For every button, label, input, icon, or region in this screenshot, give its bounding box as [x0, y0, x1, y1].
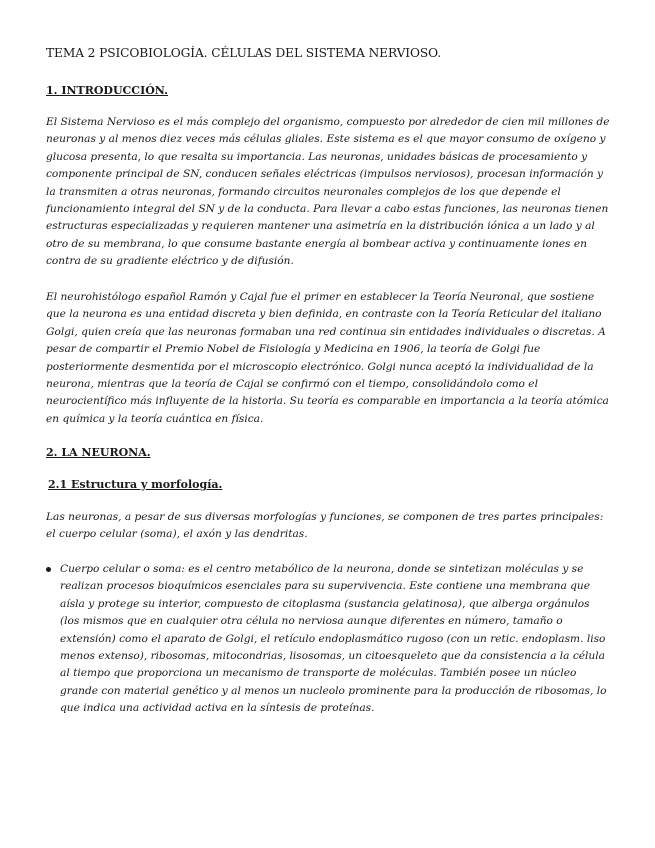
subsection-heading-estructura: 2.1 Estructura y morfología. [48, 478, 223, 491]
bullet-icon [46, 567, 51, 572]
bullet-text: Cuerpo celular o soma: es el centro metabólico de la neurona, donde se sintetizan moléculas y se realizan procesos bioquímicos esenciales para su supervivencia. Este contiene una membrana que aísla y protege su interior, compuesto de citoplasma (sustancia gelatinosa), que alberga orgánulos (los mismos que en cualquier otra célula no nerviosa aunque diferentes en número, tamaño o extensión) como el aparato de Golgi, el retículo endoplasmático rugoso (con un retic. endoplasm. liso menos extenso), ribosomas, mitocondrias, lisosomas, un citoesqueleto que da consistencia a la célula al tiempo que proporciona un mecanismo de transporte de moléculas. También posee un núcleo grande con material genético y al menos un nucleolo prominente para la producción de ribosomas, lo que indica una actividad activa en la síntesis de proteínas. [60, 563, 607, 715]
document-title: TEMA 2 PSICOBIOLOGÍA. CÉLULAS DEL SISTEMA NERVIOSO. [46, 46, 442, 60]
intro-paragraph-1: El Sistema Nervioso es el más complejo del organismo, compuesto por alrededor de cien mil millones de neuronas y al menos diez veces más células gliales. Este sistema es el que mayor consumo de oxígeno y glucosa presenta, lo que resalta su importancia. Las neuronas, unidades básicas de procesamiento y componente principal de SN, conducen señales eléctricas (impulsos nerviosos), procesan información y la transmiten a otras neuronas, formando circuitos neuronales complejos de los que depende el funcionamiento integral del SN y de la conducta. Para llevar a cabo estas funciones, las neuronas tienen estructuras especializadas y requieren mantener una asimetría en la distribución iónica a un lado y al otro de su membrana, lo que consume bastante energía al bombear activa y continuamente iones en contra de su gradiente eléctrico y de difusión. [46, 116, 610, 268]
section-heading-la-neurona: 2. LA NEURONA. [46, 446, 151, 459]
section-heading-introduccion: 1. INTRODUCCIÓN. [46, 84, 168, 97]
intro-paragraph-2: El neurohistólogo español Ramón y Cajal fue el primer en establecer la Teoría Neuronal, que sostiene que la neurona es una entidad discreta y bien definida, en contraste con la Teoría Reticular del italiano Golgi, quien creía que las neuronas formaban una red continua sin entidades individuales o discretas. A pesar de compartir el Premio Nobel de Fisiología y Medicina en 1906, la teoría de Golgi fue posteriormente desmentida por el microscopio electrónico. Golgi nunca aceptó la individualidad de la neurona, mientras que la teoría de Cajal se confirmó con el tiempo, consolidándolo como el neurocientífico más influyente de la historia. Su teoría es comparable en importancia a la teoría atómica en química y la teoría cuántica en física. [46, 291, 609, 425]
structure-paragraph-1: Las neuronas, a pesar de sus diversas morfologías y funciones, se componen de tres partes principales: el cuerpo celular (soma), el axón y las dendritas. [46, 511, 604, 541]
